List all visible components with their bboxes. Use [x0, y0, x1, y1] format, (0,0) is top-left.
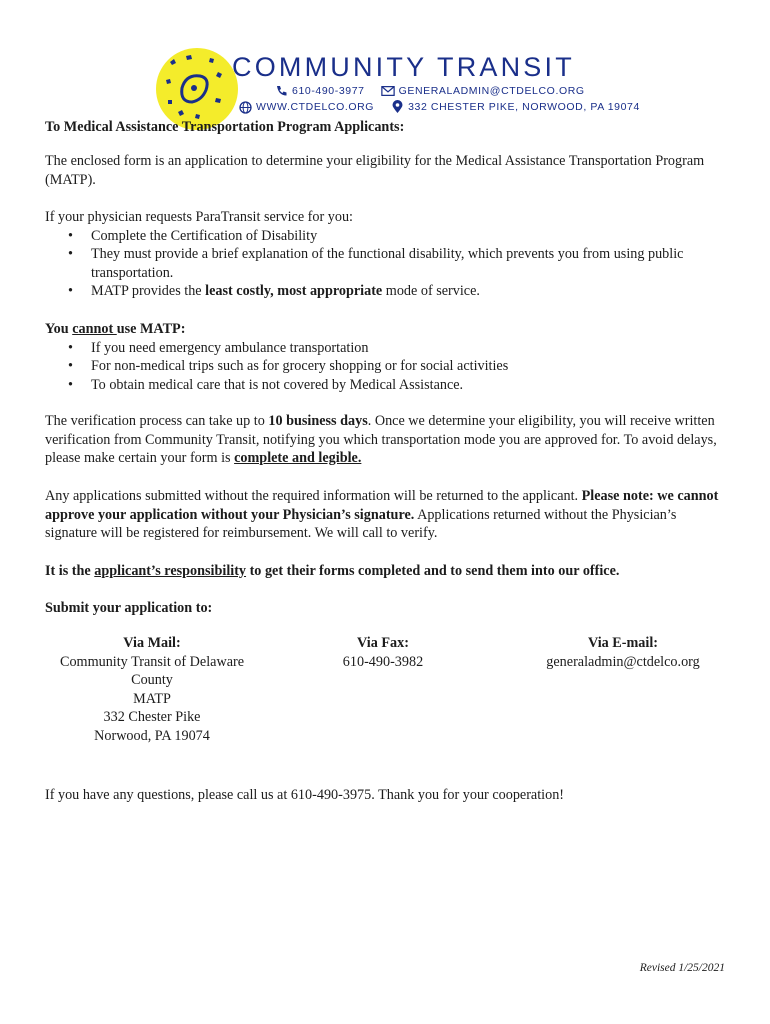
list-item: • To obtain medical care that is not covered by Medical Assistance.: [45, 376, 725, 395]
via-email-title: Via E-mail:: [587, 635, 658, 651]
revision-date: Revised 1/25/2021: [639, 962, 725, 974]
submit-heading: Submit your application to:: [45, 600, 213, 616]
location-pin-icon: [390, 100, 404, 114]
via-fax-column: [313, 634, 453, 671]
mail-icon: [381, 84, 395, 98]
phone-icon: [274, 84, 288, 98]
list-item: • MATP provides the least costly, most appropriate mode of service.: [45, 282, 725, 301]
list-item: • For non-medical trips such as for grocery shopping or for social activities: [45, 357, 725, 376]
street-address: 332 CHESTER PIKE, NORWOOD, PA 19074: [408, 101, 640, 113]
applications-paragraph: Any applications submitted without the required information will be returned to the applicant. Please note: we cannot approve your application without your Physician’s signature. Applications returned without the Physician’s signature will be registered for reimbursement. We will call to verify.: [45, 488, 719, 542]
globe-icon: [238, 100, 252, 114]
cannot-use-heading: You cannot use MATP:: [45, 321, 186, 337]
brand-name: COMMUNITY TRANSIT: [232, 52, 575, 82]
mail-line: Community Transit of Delaware: [59, 653, 245, 670]
paratransit-list: [45, 227, 725, 301]
website-link[interactable]: WWW.CTDELCO.ORG: [256, 101, 375, 113]
cannot-use-section: [45, 320, 725, 394]
mail-line: Norwood, PA 19074: [94, 727, 210, 744]
responsibility-statement: It is the applicant’s responsibility to get their forms completed and to send them into our office.: [45, 563, 620, 579]
closing-paragraph: If you have any questions, please call us at 610-490-3975. Thank you for your cooperation!: [45, 787, 565, 803]
letter-heading: To Medical Assistance Transportation Program Applicants:: [45, 119, 405, 135]
fax-number[interactable]: 610-490-3982: [342, 653, 424, 670]
paratransit-section: [45, 208, 725, 301]
submission-email[interactable]: generaladmin@ctdelco.org: [546, 653, 700, 670]
via-fax-title: Via Fax:: [357, 635, 409, 651]
phone-number[interactable]: 610-490-3977: [292, 85, 365, 97]
via-mail-title: Via Mail:: [123, 635, 181, 651]
paratransit-lead: If your physician requests ParaTransit service for you:: [45, 209, 353, 225]
contact-line-2: [238, 100, 640, 114]
verification-paragraph: The verification process can take up to 10 business days. Once we determine your eligibility, you will receive written verification from Community Transit, notifying you which transportation mode you are approved for. To avoid delays, please make certain your form is complete and legible.: [45, 413, 717, 467]
list-item: • If you need emergency ambulance transportation: [45, 339, 725, 358]
mail-line: 332 Chester Pike: [103, 709, 201, 726]
contact-line-1: [274, 84, 585, 98]
list-item: • They must provide a brief explanation of the functional disability, which prevents you from using public transportation.: [45, 245, 725, 282]
list-item: • Complete the Certification of Disability: [45, 227, 725, 246]
via-mail-column: [45, 634, 259, 746]
mail-line: MATP: [133, 690, 171, 707]
via-email-column: [523, 634, 723, 671]
mail-line: County: [131, 672, 173, 689]
email-address[interactable]: GENERALADMIN@CTDELCO.ORG: [398, 85, 585, 97]
cannot-use-list: [45, 339, 725, 395]
intro-paragraph: The enclosed form is an application to determine your eligibility for the Medical Assistance Transportation Program (MATP).: [45, 153, 705, 188]
